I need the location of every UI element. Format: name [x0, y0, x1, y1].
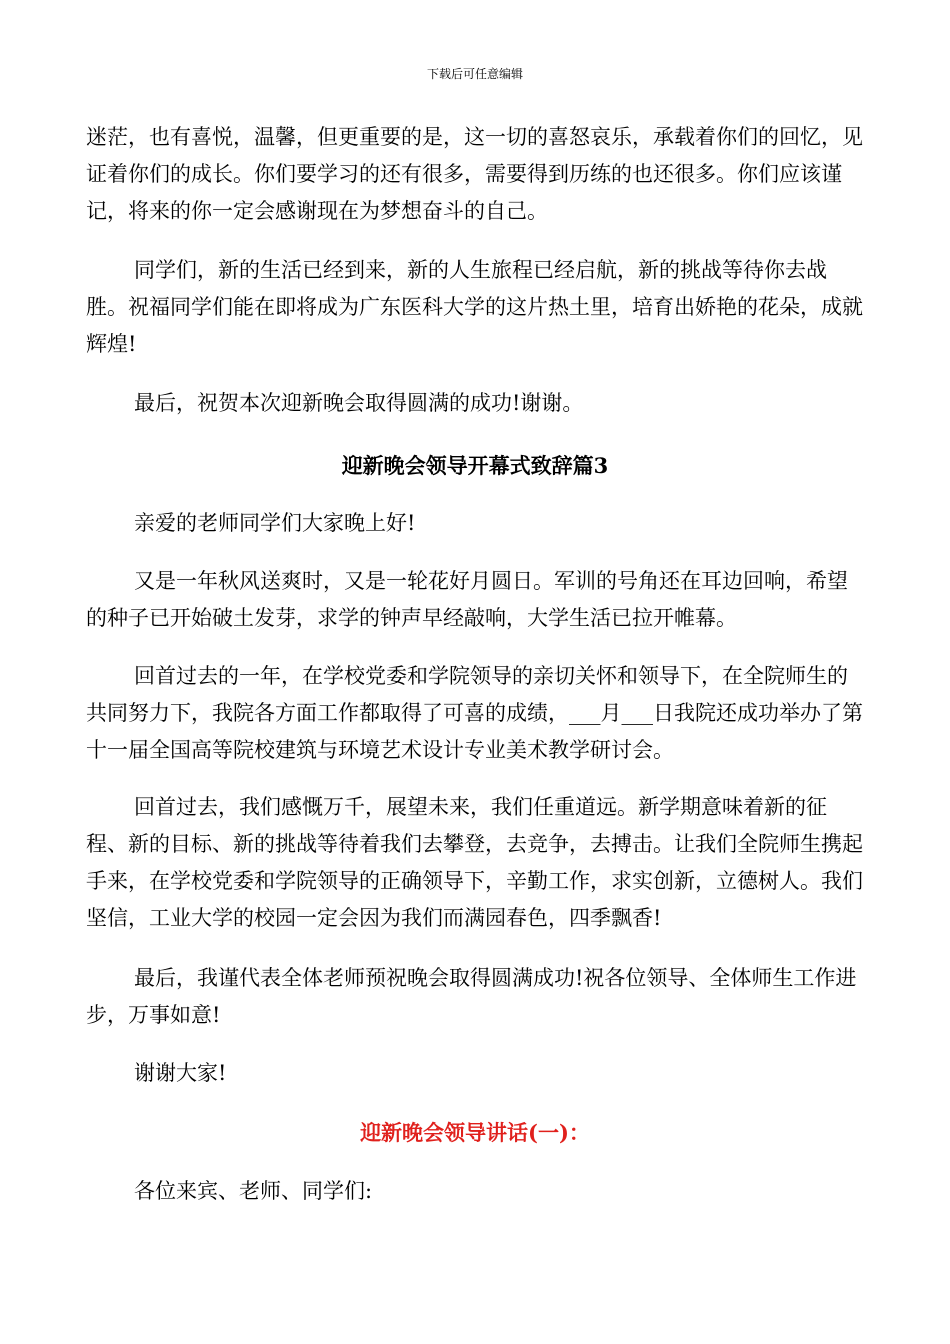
section-heading-red: 迎新晚会领导讲话(一)：: [360, 1120, 590, 1145]
paragraph-6: 回首过去的一年，在学校党委和学院领导的亲切关怀和领导下，在全院师生的共同努力下，我院各方面工作都取得了可喜的成绩，___月___日我院还成功举办了第十一届全国高等院校建筑与环境艺术设计专业美术教学研讨会。: [86, 664, 863, 762]
paragraph-8: 最后，我谨代表全体老师预祝晚会取得圆满成功!祝各位领导、全体师生工作进步，万事如意!: [86, 966, 857, 1027]
section-heading: 迎新晚会领导开幕式致辞篇3: [341, 453, 609, 478]
paragraph-thanks: 谢谢大家!: [134, 1061, 227, 1085]
paragraph-1: 迷茫，也有喜悦，温馨，但更重要的是，这一切的喜怒哀乐，承载着你们的回忆，见证着你们的成长。你们要学习的还有很多，需要得到历练的也还很多。你们应该谨记，将来的你一定会感谢现在为梦想奋斗的自己。: [86, 125, 863, 223]
paragraph-greeting: 亲爱的老师同学们大家晚上好!: [134, 511, 416, 535]
paragraph-7: 回首过去，我们感慨万千，展望未来，我们任重道远。新学期意味着新的征程、新的目标、新的挑战等待着我们去攀登，去竞争，去搏击。让我们全院师生携起手来，在学校党委和学院领导的正确领导下，辛勤工作，求实创新，立德树人。我们坚信，工业大学的校园一定会因为我们而满园春色，四季飘香!: [86, 795, 863, 930]
page-header: 下载后可任意编辑: [426, 67, 523, 81]
paragraph-3: 最后，祝贺本次迎新晚会取得圆满的成功!谢谢。: [134, 391, 584, 415]
paragraph-5: 又是一年秋风送爽时，又是一轮花好月圆日。军训的号角还在耳边回响，希望的种子已开始破土发芽，求学的钟声早经敲响，大学生活已拉开帷幕。: [86, 569, 848, 630]
paragraph-salutation: 各位来宾、老师、同学们:: [134, 1179, 373, 1203]
paragraph-2: 同学们，新的生活已经到来，新的人生旅程已经启航，新的挑战等待你去战胜。祝福同学们能在即将成为广东医科大学的这片热土里，培育出娇艳的花朵，成就辉煌!: [86, 258, 863, 356]
